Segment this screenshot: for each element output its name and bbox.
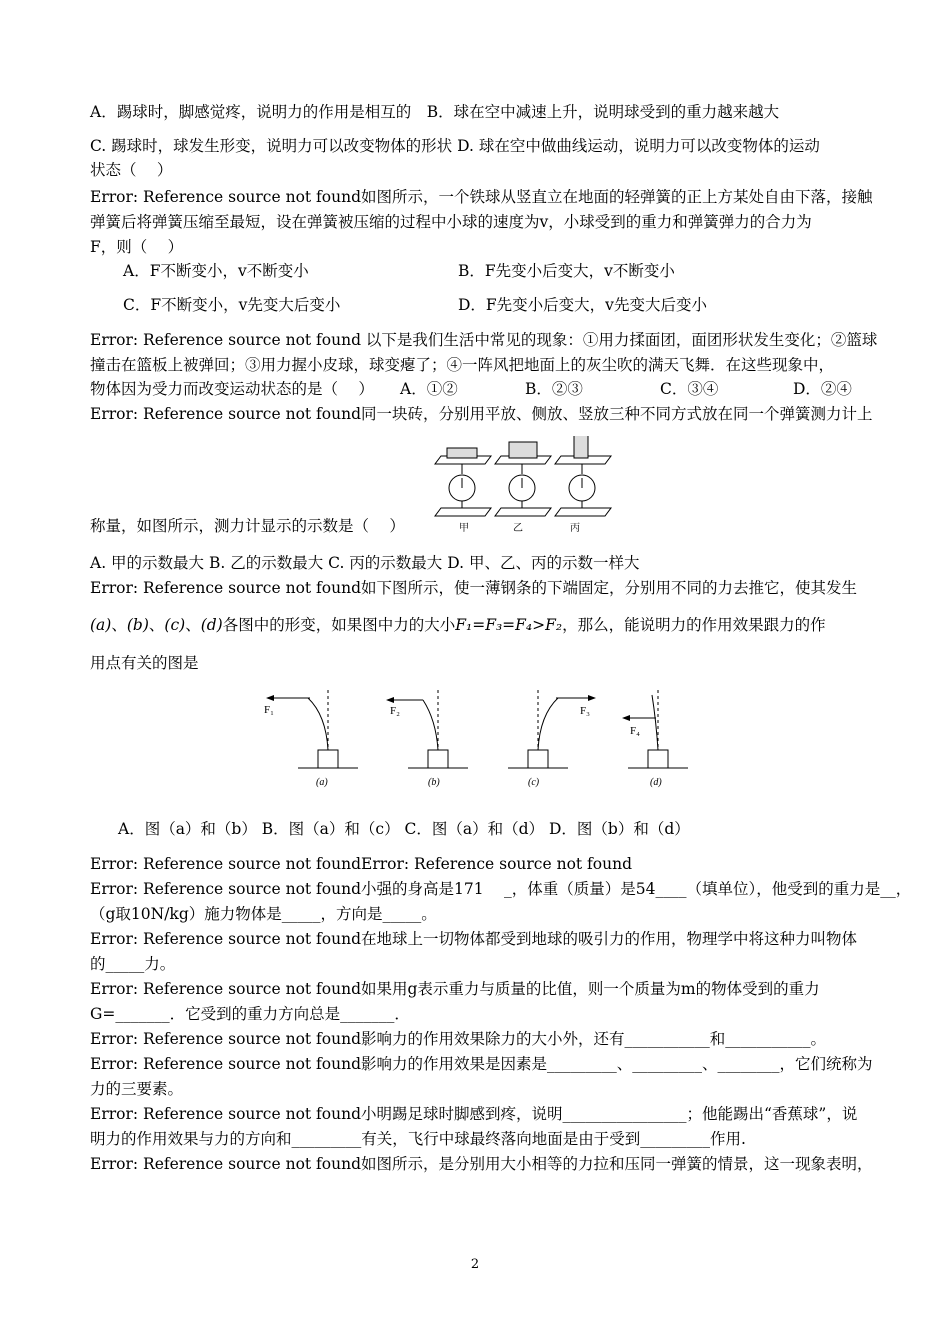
text-line: 力的三要素。 — [90, 1080, 184, 1098]
text-line: 物体因为受力而改变运动状态的是（ ） — [90, 380, 374, 398]
label-d: (d) — [200, 616, 223, 634]
text-line: 状态（ ） — [90, 161, 173, 179]
text-segment: ，那么，能说明力的作用效果跟力的作 — [562, 616, 826, 634]
option-c: C．F不断变小，v先变大后变小 — [123, 296, 341, 314]
strip-b — [386, 690, 468, 788]
options-line: A．图（a）和（b） B．图（a）和（c） C．图（a）和（d） D．图（b）和（d） — [118, 820, 690, 838]
text-line: Error: Reference source not found小明踢足球时脚感到疼，说明________________；他能踢出“香蕉球”，说 — [90, 1105, 858, 1123]
force-label-f3: F₃ — [580, 705, 590, 717]
text-line: 明力的作用效果与力的方向和_________有关，飞行中球最终落向地面是由于受到_________作用. — [90, 1130, 746, 1148]
scale-bing — [555, 436, 611, 516]
force-equation: F₁=F₃=F₄>F₂ — [455, 616, 563, 634]
label-a: (a) — [90, 616, 112, 634]
text-line: Error: Reference source not found小强的身高是171 _，体重（质量）是54____（填单位），他受到的重力是__， — [90, 880, 912, 898]
strip-d — [622, 690, 688, 788]
text-line: 的_____力。 — [90, 955, 176, 973]
text-line: (a)、(b)、(c)、(d)各图中的形变，如果图中力的大小F₁=F₃=F₄>F₂，那么，能说明力的作用效果跟力的作 — [90, 616, 826, 634]
option-a: A．①② — [400, 380, 458, 398]
text-line: Error: Reference source not found同一块砖，分别用平放、侧放、竖放三种不同方式放在同一个弹簧测力计上 — [90, 405, 873, 423]
fig-label-d: (d) — [650, 777, 662, 788]
text-line: Error: Reference source not found如图所示，一个铁球从竖直立在地面的轻弹簧的正上方某处自由下落，接触 — [90, 188, 873, 206]
page-number: 2 — [470, 1257, 480, 1272]
text-line: 用点有关的图是 — [90, 654, 199, 672]
strip-a — [264, 690, 358, 788]
text-line: Error: Reference source not found影响力的作用效果除力的大小外，还有___________和___________。 — [90, 1030, 827, 1048]
text-line: 弹簧后将弹簧压缩至最短，设在弹簧被压缩的过程中小球的速度为v，小球受到的重力和弹簧弹力的合力为 — [90, 213, 812, 231]
option-b: B．F先变小后变大，v不断变小 — [458, 262, 675, 280]
option-a: A．F不断变小，v不断变小 — [123, 262, 309, 280]
label-b: (b) — [126, 616, 149, 634]
text-line: F，则（ ） — [90, 238, 184, 256]
option-b: B．②③ — [525, 380, 583, 398]
text-line: Error: Reference source not found如下图所示，使一薄钢条的下端固定，分别用不同的力去推它，使其发生 — [90, 579, 858, 597]
text-line: C. 踢球时，球发生形变，说明力可以改变物体的形状 D. 球在空中做曲线运动，说明力可以改变物体的运动 — [90, 137, 820, 155]
scale-jia — [435, 448, 491, 516]
text-line: （g取10N/kg）施力物体是_____，方向是_____。 — [90, 905, 437, 923]
label-jia: 甲 — [459, 523, 469, 534]
text-line: Error: Reference source not found影响力的作用效果是因素是_________、_________、________，它们统称为 — [90, 1055, 873, 1073]
text-line: Error: Reference source not found 以下是我们生活中常见的现象：①用力揉面团，面团形状发生变化；②篮球 — [90, 331, 878, 349]
force-label-f4: F₄ — [630, 725, 640, 737]
label-bing: 丙 — [570, 523, 580, 534]
text-line: 称量，如图所示，测力计显示的示数是（ ） — [90, 517, 405, 535]
text-line: G=_______．它受到的重力方向总是_______． — [90, 1005, 410, 1023]
fig-label-c: (c) — [528, 777, 540, 788]
force-label-f1: F₁ — [264, 704, 274, 716]
text-line: A. 甲的示数最大 B. 乙的示数最大 C. 丙的示数最大 D. 甲、乙、丙的示数一样大 — [90, 554, 640, 572]
label-c: (c) — [164, 616, 186, 634]
option-c: C．③④ — [660, 380, 719, 398]
text-line: 撞击在篮板上被弹回；③用力握小皮球，球变瘪了；④一阵风把地面上的灰尘吹的满天飞舞．在这些现象中， — [90, 356, 835, 374]
steel-strip-figure — [258, 690, 698, 790]
option-d: D．②④ — [793, 380, 852, 398]
text-line: Error: Reference source not found如果用g表示重力与质量的比值，则一个质量为m的物体受到的重力 — [90, 980, 820, 998]
text-line: Error: Reference source not found在地球上一切物体都受到地球的吸引力的作用，物理学中将这种力叫物体 — [90, 930, 858, 948]
fig-label-a: (a) — [316, 777, 328, 788]
fig-label-b: (b) — [428, 777, 440, 788]
text-segment: 各图中的形变，如果图中力的大小 — [222, 616, 456, 634]
label-yi: 乙 — [513, 523, 523, 534]
force-label-f2: F₂ — [390, 705, 400, 717]
text-line: Error: Reference source not foundError: Reference source not found — [90, 855, 633, 873]
text-line: Error: Reference source not found如图所示，是分别用大小相等的力拉和压同一弹簧的情景，这一现象表明， — [90, 1155, 873, 1173]
text-line: A．踢球时，脚感觉疼，说明力的作用是相互的 B．球在空中减速上升，说明球受到的重力越来越大 — [90, 103, 780, 121]
scale-yi — [495, 442, 551, 516]
strip-c — [508, 690, 596, 788]
option-d: D．F先变小后变大，v先变大后变小 — [458, 296, 707, 314]
